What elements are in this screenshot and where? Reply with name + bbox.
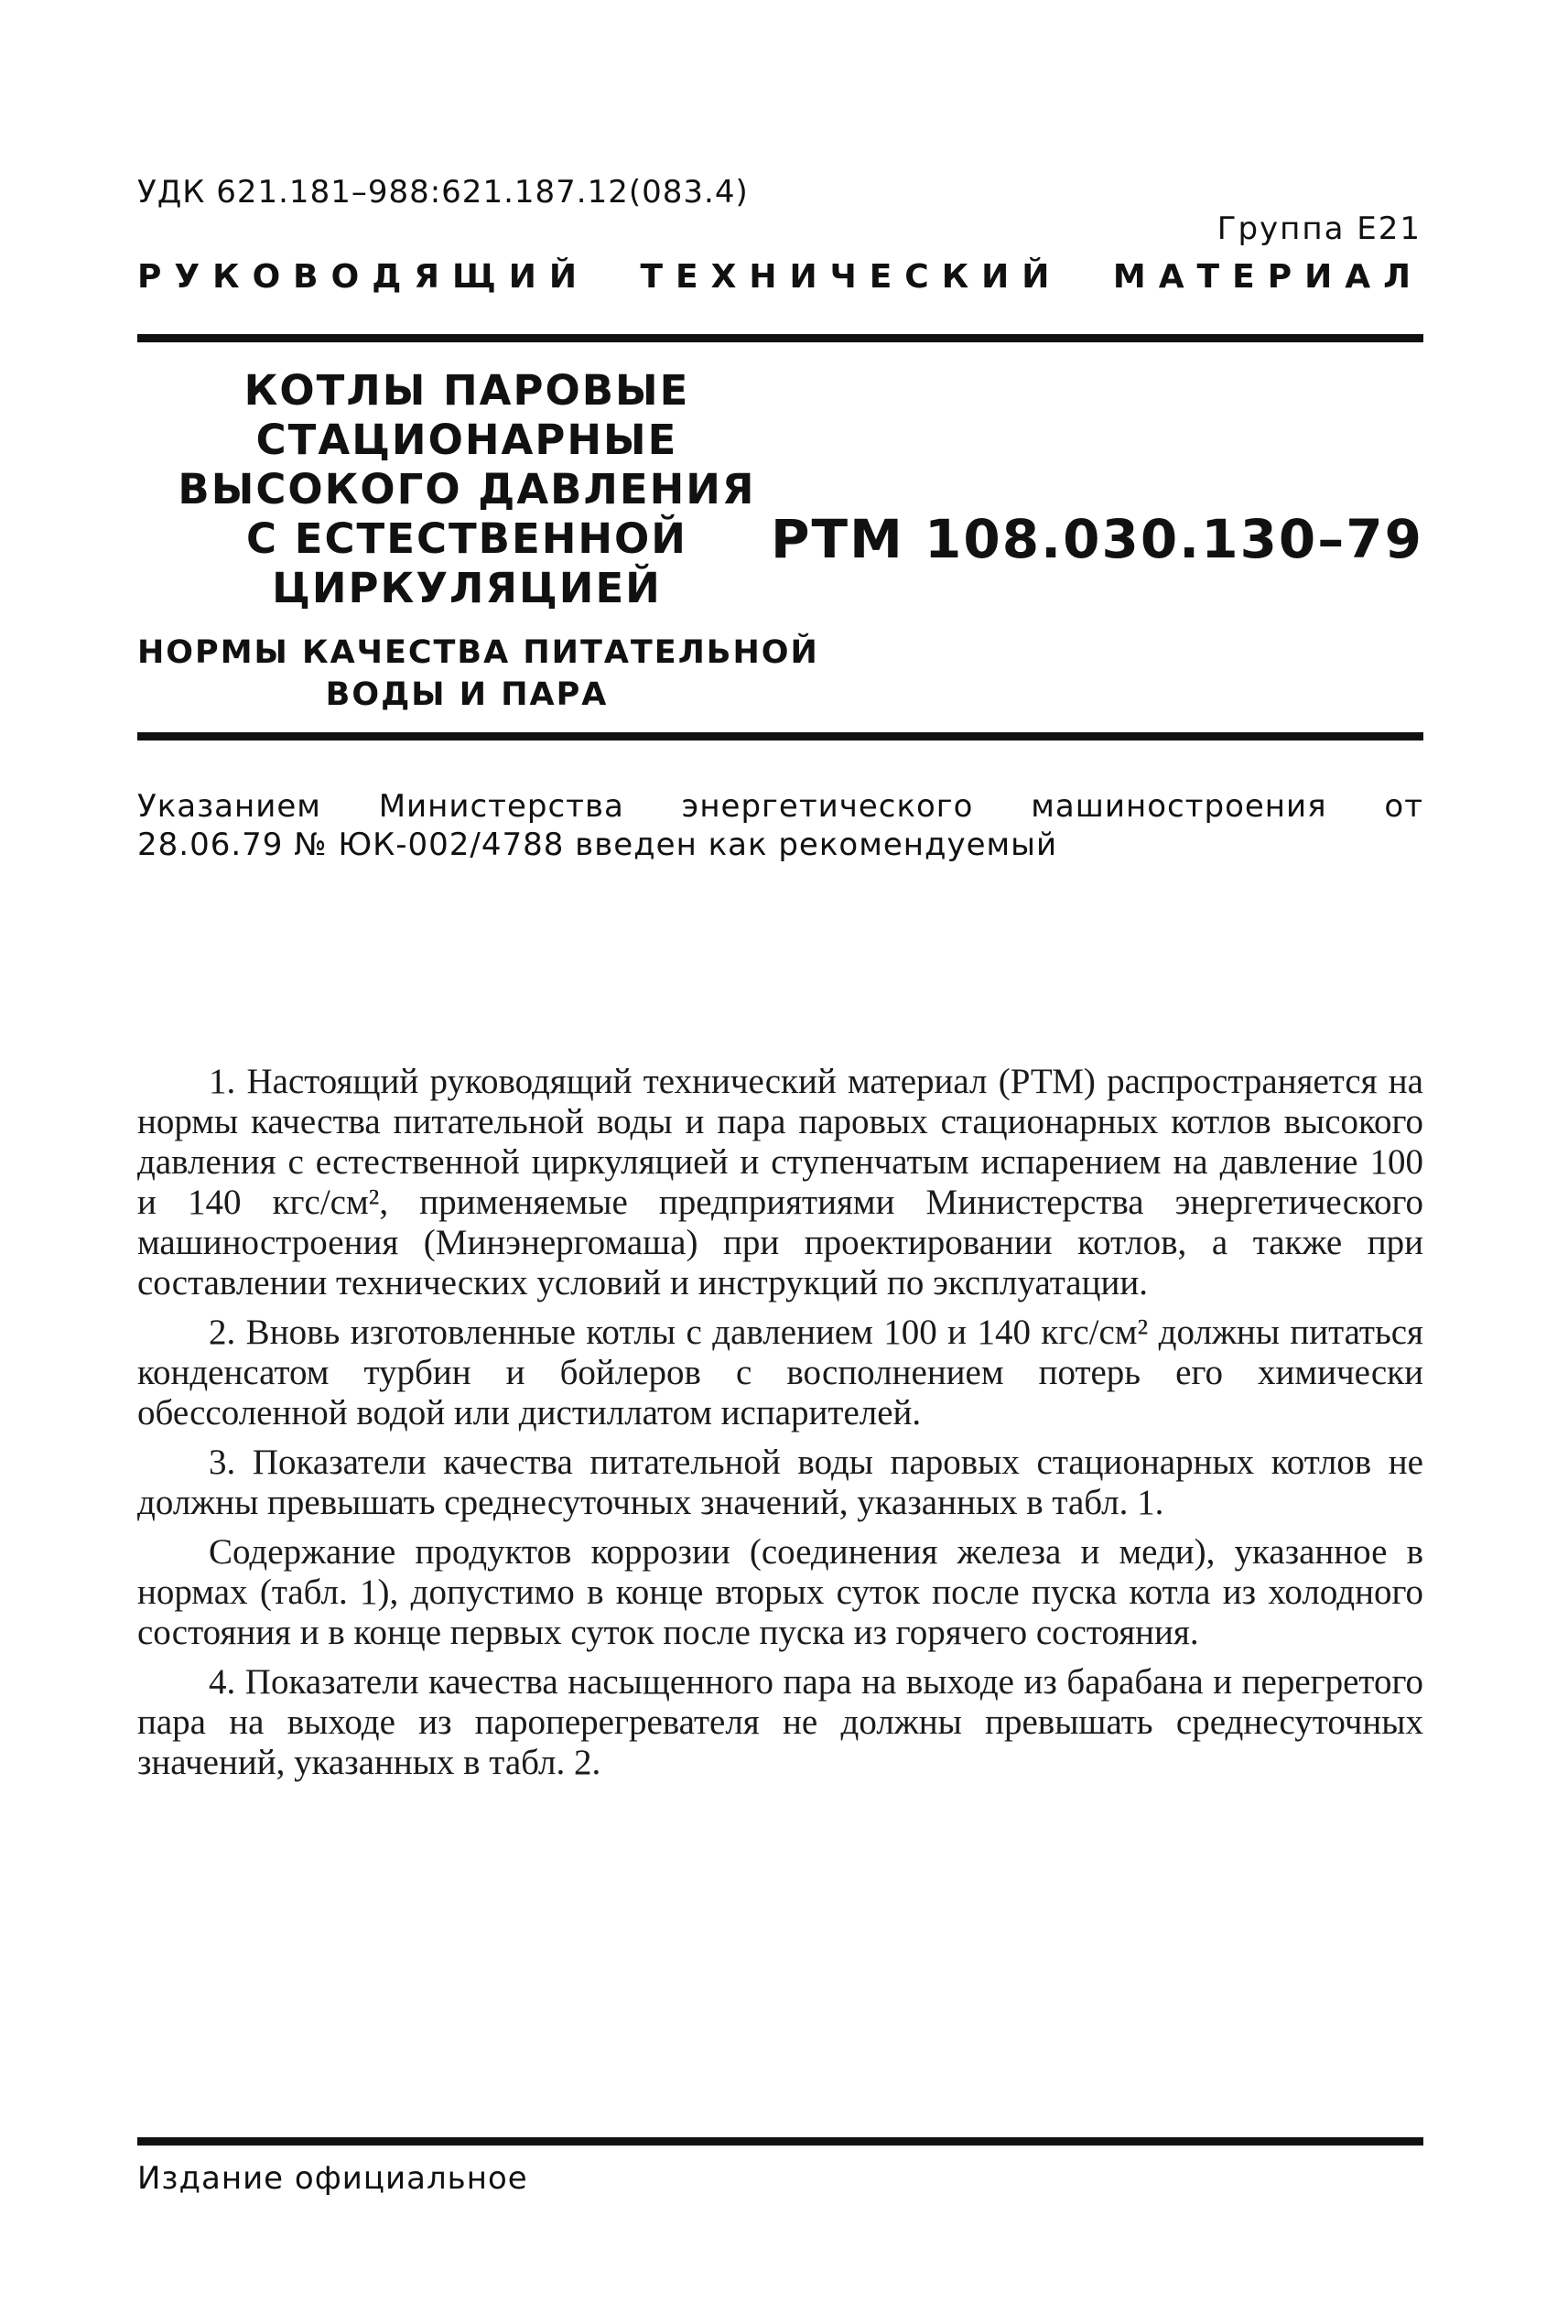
subtitle-line: ВОДЫ И ПАРА bbox=[325, 676, 609, 713]
intro-line bbox=[137, 787, 1423, 826]
title-line: С ЕСТЕСТВЕННОЙ bbox=[246, 514, 687, 563]
paragraph: 4. Показатели качества насыщенного пара на выходе из барабана и перегретого пара на выходе из пароперегревателя не должны превышать среднесуточных значений, указанных в табл. 2. bbox=[137, 1662, 1423, 1782]
paragraph: 1. Настоящий руководящий технический материал (РТМ) распространяется на нормы качества питательной воды и пара паровых стационарных котлов высокого давления с естественной циркуляцией и ступенчатым испарением на давление 100 и 140 кгс/см², применяемые предприятиями Министерства энергетического машиностроения (Минэнергомаша) при проектировании котлов, а также при составлении технических условий и инструкций по эксплуатации. bbox=[137, 1062, 1423, 1303]
document-title bbox=[137, 366, 796, 613]
body-text bbox=[137, 1062, 1423, 1792]
intro-statement bbox=[137, 787, 1423, 864]
title-line: ЦИРКУЛЯЦИЕЙ bbox=[272, 564, 662, 612]
title-divider bbox=[137, 732, 1423, 740]
paragraph: 2. Вновь изготовленные котлы с давлением 100 и 140 кгс/см² должны питаться конденсатом турбин и бойлеров с восполнением потерь его химически обессоленной водой или дистиллатом испарителей. bbox=[137, 1313, 1423, 1432]
intro-word: Министерства bbox=[378, 788, 624, 825]
paragraph: 3. Показатели качества питательной воды паровых стационарных котлов не должны превышать среднесуточных значений, указанных в табл. 1. bbox=[137, 1443, 1423, 1522]
title-line: СТАЦИОНАРНЫЕ bbox=[255, 416, 678, 464]
udk-code: УДК 621.181–988:621.187.12(083.4) bbox=[137, 174, 749, 211]
top-divider bbox=[137, 334, 1423, 342]
series-word: МАТЕРИАЛ bbox=[1112, 258, 1423, 296]
intro-word: Указанием bbox=[137, 788, 321, 825]
intro-word: машиностроения bbox=[1031, 788, 1327, 825]
group-label: Группа Е21 bbox=[1217, 211, 1422, 247]
title-line: ВЫСОКОГО ДАВЛЕНИЯ bbox=[178, 465, 756, 513]
subtitle-line: НОРМЫ КАЧЕСТВА ПИТАТЕЛЬНОЙ bbox=[137, 634, 819, 671]
series-word: ТЕХНИЧЕСКИЙ bbox=[640, 258, 1063, 296]
footer-divider bbox=[137, 2137, 1423, 2146]
document-subtitle bbox=[137, 632, 819, 716]
series-heading bbox=[137, 258, 1423, 296]
title-line: КОТЛЫ ПАРОВЫЕ bbox=[243, 366, 690, 415]
paragraph: Содержание продуктов коррозии (соединения железа и меди), указанное в нормах (табл. 1), допустимо в конце вторых суток после пуска котла из холодного состояния и в конце первых суток после пуска из горячего состояния. bbox=[137, 1532, 1423, 1652]
intro-word: энергетического bbox=[681, 788, 974, 825]
edition-label: Издание официальное bbox=[137, 2160, 528, 2197]
series-word: РУКОВОДЯЩИЙ bbox=[137, 258, 589, 296]
intro-word: от bbox=[1384, 788, 1423, 825]
document-code: РТМ 108.030.130–79 bbox=[771, 508, 1423, 570]
intro-line: 28.06.79 № ЮК-002/4788 введен как рекомендуемый bbox=[137, 827, 1058, 863]
